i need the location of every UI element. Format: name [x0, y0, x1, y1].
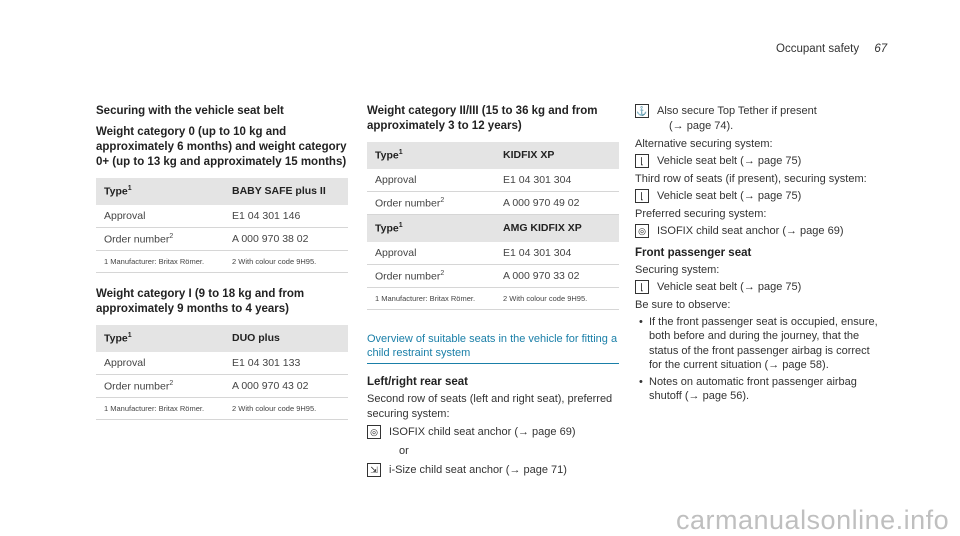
- isofix-icon: ◎: [635, 224, 649, 238]
- table-row: Approval E1 04 301 133: [96, 352, 348, 375]
- type-value: DUO plus: [224, 325, 348, 352]
- table-row: Type$^1$ AMG KIDFIX XP: [367, 215, 619, 242]
- belt-line-3: ⌊ Vehicle seat belt (→ page 75): [635, 280, 885, 295]
- table-footnote: 1 Manufacturer: Britax Römer. 2 With colour code 9H95.: [96, 251, 348, 273]
- belt-line-2: ⌊ Vehicle seat belt (→ page 75): [635, 189, 885, 204]
- belt-line-1: ⌊ Vehicle seat belt (→ page 75): [635, 154, 885, 169]
- bullet-icon: •: [639, 315, 643, 328]
- right-column: [635, 104, 885, 404]
- observe-label: Be sure to observe:: [635, 299, 731, 311]
- table-row: Order number$^2$ A 000 970 38 02: [96, 227, 348, 251]
- group1-heading: Weight category 0 (up to 10 kg and approximately 6 months) and weight category 0+ (up to 13 kg and approximately 15 months): [96, 126, 347, 168]
- table-row: Type$^1$ DUO plus: [96, 325, 348, 352]
- third-row-label: Third row of seats (if present), securing system:: [635, 173, 867, 185]
- type-value: KIDFIX XP: [495, 142, 619, 169]
- seat-table-1: [96, 178, 348, 273]
- section-divider: [367, 363, 619, 364]
- isize-line: ⇲ i-Size child seat anchor (→ page 71): [367, 463, 619, 478]
- table-footnote: 1 Manufacturer: Britax Römer. 2 With colour code 9H95.: [367, 288, 619, 310]
- left-title: Securing with the vehicle seat belt: [96, 105, 284, 117]
- table-row: Approval E1 04 301 146: [96, 205, 348, 228]
- page-number: 67: [874, 43, 888, 55]
- table-row: Type$^1$ KIDFIX XP: [367, 142, 619, 169]
- left-right-rear-heading: Left/right rear seat: [367, 376, 468, 388]
- table-row: Order number$^2$ A 000 970 49 02: [367, 191, 619, 215]
- seat-table-3: [367, 142, 619, 310]
- table-footnote: 1 Manufacturer: Britax Römer. 2 With colour code 9H95.: [96, 398, 348, 420]
- type-value: AMG KIDFIX XP: [495, 215, 619, 242]
- top-tether-page: (→ page 74).: [669, 119, 734, 132]
- list-item: • Notes on automatic front passenger airbag shutoff (→ page 56).: [639, 375, 857, 402]
- isofix-icon: ◎: [367, 425, 381, 439]
- left-column: [96, 104, 348, 420]
- seat-table-2: [96, 325, 348, 420]
- bullet-icon: •: [639, 375, 643, 388]
- table-row: Approval E1 04 301 304: [367, 169, 619, 192]
- group3-heading: Weight category II/III (15 to 36 kg and from approximately 3 to 12 years): [367, 105, 598, 132]
- isize-icon: ⇲: [367, 463, 381, 477]
- rear-seat-text: Second row of seats (left and right seat), preferred securing system:: [367, 393, 613, 420]
- top-tether-icon: ⚓: [636, 106, 648, 117]
- seat-belt-icon: ⌊: [635, 280, 649, 294]
- watermark: carmanualsonline.info: [676, 505, 950, 535]
- table-row: Type$^1$ BABY SAFE plus II: [96, 178, 348, 205]
- section-title: Occupant safety: [776, 43, 860, 55]
- preferred-label: Preferred securing system:: [635, 208, 767, 220]
- overview-title: Overview of suitable seats in the vehicle for fitting a child restraint system: [367, 333, 618, 359]
- seat-belt-icon: ⌊: [635, 189, 649, 203]
- section-header: [776, 43, 887, 55]
- table-row: Order number$^2$ A 000 970 43 02: [96, 374, 348, 398]
- seat-belt-icon: ⌊: [635, 154, 649, 168]
- table-row: Order number$^2$ A 000 970 33 02: [367, 264, 619, 288]
- securing-label: Securing system:: [635, 264, 720, 276]
- isofix-line-right: ◎ ISOFIX child seat anchor (→ page 69): [635, 224, 885, 239]
- middle-column: [367, 104, 619, 478]
- group2-heading: Weight category I (9 to 18 kg and from approximately 9 months to 4 years): [96, 288, 305, 315]
- type-value: BABY SAFE plus II: [224, 178, 348, 205]
- or-text: or: [399, 444, 409, 457]
- top-tether-line: ⚓ Also secure Top Tether if present: [636, 105, 817, 117]
- list-item: • If the front passenger seat is occupied, ensure, both before and during the journey, that the status of the front passenger airbag is correct for the current situation (→ page 58).: [639, 315, 878, 371]
- isofix-line: ◎ ISOFIX child seat anchor (→ page 69): [367, 425, 619, 440]
- table-row: Approval E1 04 301 304: [367, 242, 619, 265]
- alt-label: Alternative securing system:: [635, 138, 773, 150]
- front-passenger-heading: Front passenger seat: [635, 247, 752, 259]
